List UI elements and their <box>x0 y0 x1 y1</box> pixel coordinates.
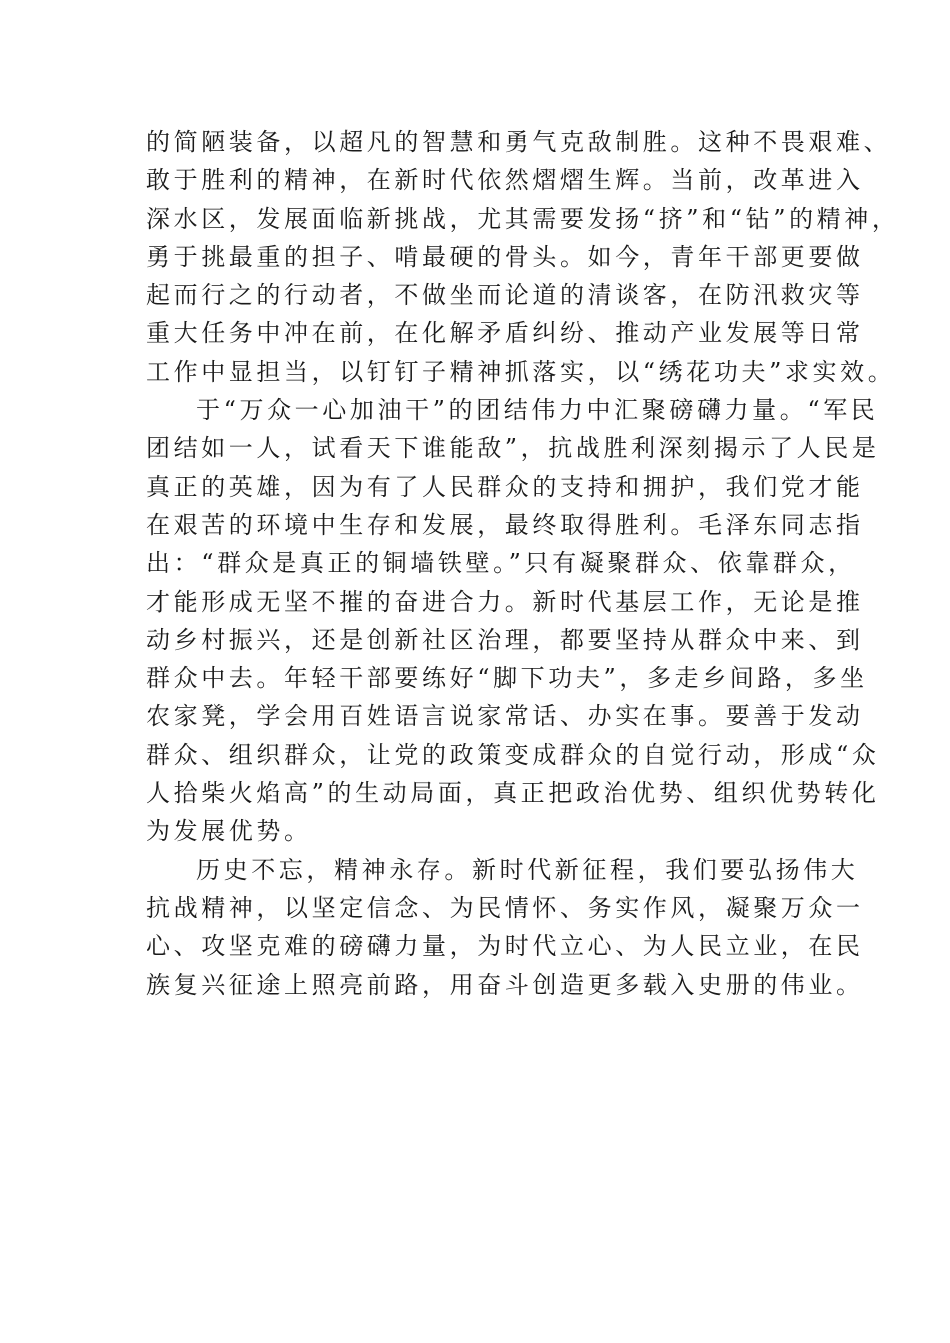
text-line: 出：“群众是真正的铜墙铁壁。”只有凝聚群众、依靠群众， <box>146 549 856 578</box>
text-line: 群众中去。年轻干部要练好“脚下功夫”，多走乡间路，多坐 <box>146 664 868 693</box>
text-line: 的简陋装备，以超凡的智慧和勇气克敌制胜。这种不畏艰难、 <box>146 128 892 156</box>
text-line: 农家凳，学会用百姓语言说家常话、办实在事。要善于发动 <box>146 702 864 731</box>
text-line: 工作中显担当，以钉钉子精神抓落实，以“绣花功夫”求实效。 <box>146 357 896 386</box>
paragraph-2 <box>146 391 880 851</box>
text-line: 真正的英雄，因为有了人民群众的支持和拥护，我们党才能 <box>146 472 864 501</box>
text-line: 重大任务中冲在前，在化解矛盾纠纷、推动产业发展等日常 <box>146 319 864 348</box>
text-line: 于“万众一心加油干”的团结伟力中汇聚磅礴力量。“军民 <box>196 396 879 425</box>
paragraph-3 <box>146 851 864 1004</box>
text-line: 为发展优势。 <box>146 817 312 846</box>
text-line: 族复兴征途上照亮前路，用奋斗创造更多载入史册的伟业。 <box>146 970 864 999</box>
text-line: 敢于胜利的精神，在新时代依然熠熠生辉。当前，改革进入 <box>146 166 864 195</box>
text-line: 抗战精神，以坚定信念、为民情怀、务实作风，凝聚万众一 <box>146 893 864 922</box>
text-line: 历史不忘，精神永存。新时代新征程，我们要弘扬伟大 <box>196 855 859 884</box>
text-line: 群众、组织群众，让党的政策变成群众的自觉行动，形成“众 <box>146 740 880 769</box>
text-line: 在艰苦的环境中生存和发展，最终取得胜利。毛泽东同志指 <box>146 510 864 539</box>
text-line: 勇于挑最重的担子、啃最硬的骨头。如今，青年干部更要做 <box>146 242 864 271</box>
text-line: 才能形成无坚不摧的奋进合力。新时代基层工作，无论是推 <box>146 587 864 616</box>
text-line: 心、攻坚克难的磅礴力量，为时代立心、为人民立业，在民 <box>146 932 864 961</box>
text-line: 动乡村振兴，还是创新社区治理，都要坚持从群众中来、到 <box>146 625 864 654</box>
paragraph-1 <box>146 123 900 391</box>
text-line: 深水区，发展面临新挑战，尤其需要发扬“挤”和“钻”的精神， <box>146 204 900 233</box>
text-line: 起而行之的行动者，不做坐而论道的清谈客，在防汛救灾等 <box>146 281 864 310</box>
body-text <box>146 123 900 1004</box>
text-line: 团结如一人，试看天下谁能敌”，抗战胜利深刻揭示了人民是 <box>146 434 880 463</box>
text-line: 人拾柴火焰高”的生动局面，真正把政治优势、组织优势转化 <box>146 779 880 808</box>
